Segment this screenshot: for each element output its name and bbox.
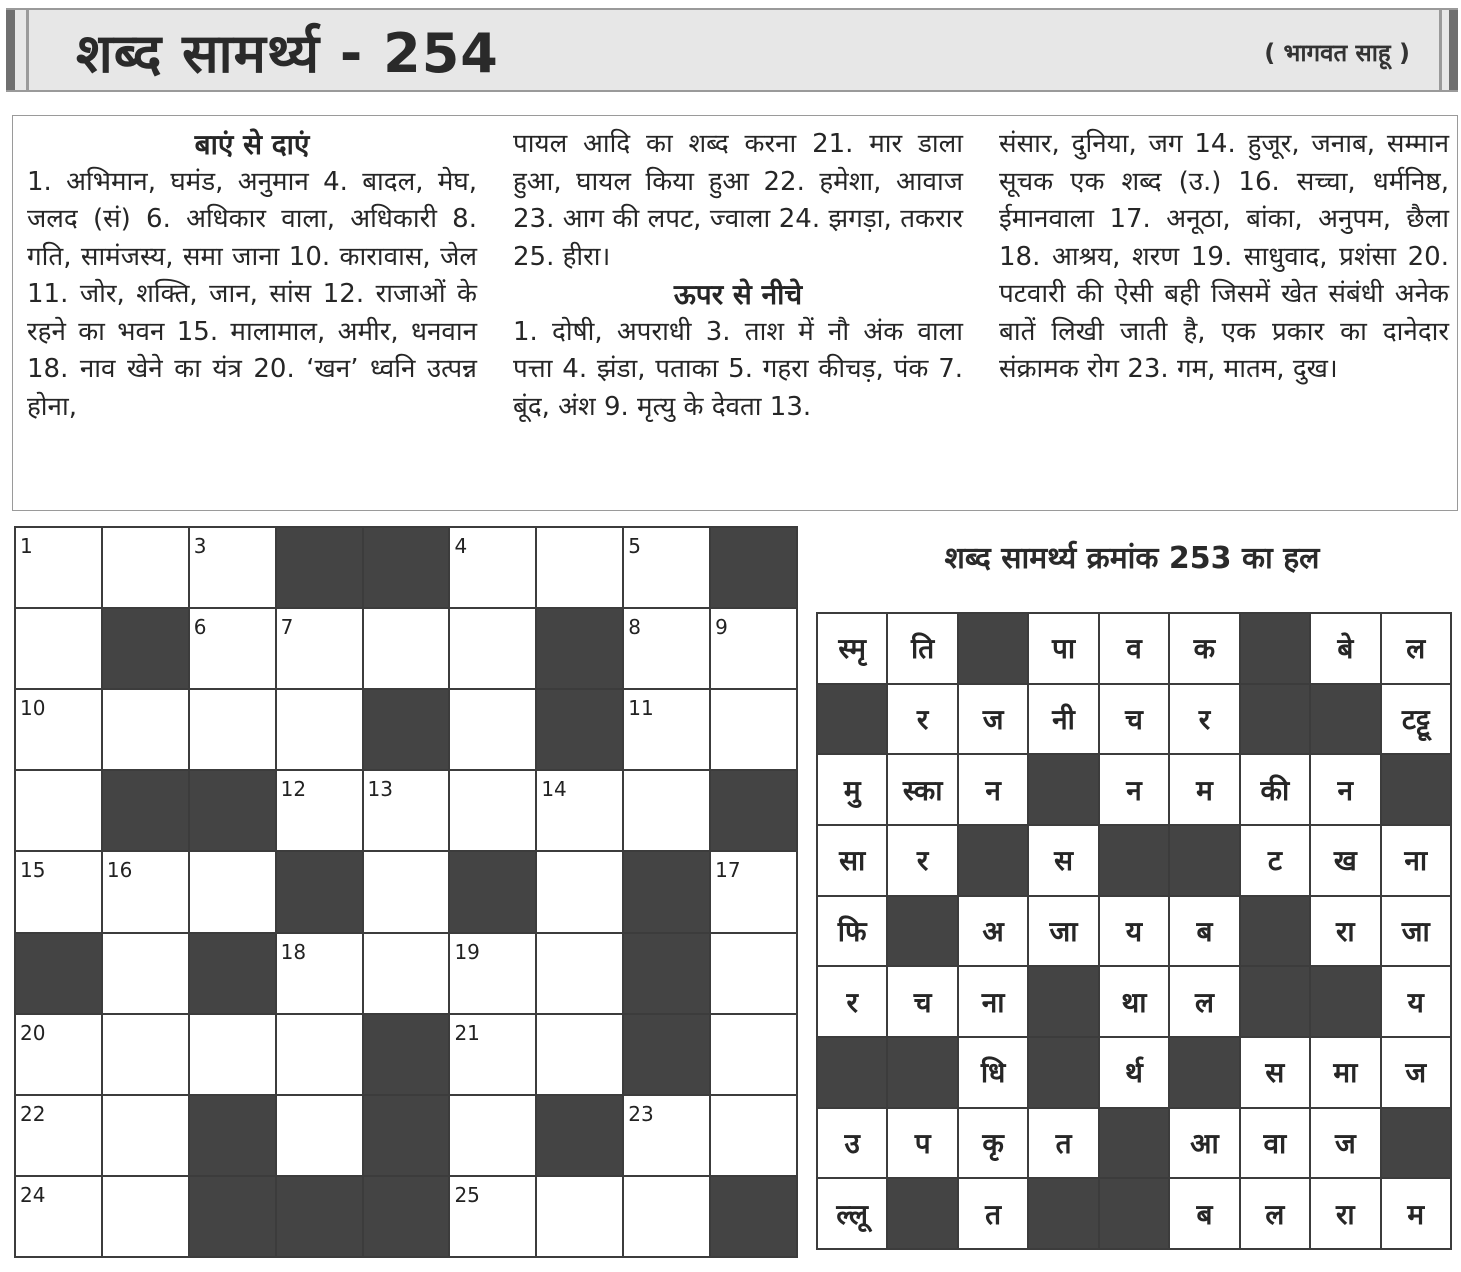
solution-cell: ब: [1168, 1177, 1240, 1250]
grid-cell[interactable]: [101, 1013, 190, 1096]
solution-cell: च: [1098, 683, 1170, 756]
clue-number: 19: [454, 939, 480, 964]
solution-cell: रा: [1309, 895, 1381, 968]
grid-cell-black: [362, 1094, 451, 1177]
across-clues-part-1: 1. अभिमान, घमंड, अनुमान 4. बादल, मेघ, जलद (सं) 6. अधिकार वाला, अधिकारी 8. गति, सामंजस्य, समा जाना 10. कारावास, जेल 11. जोर, शक्ति, जान, सांस 12. राजाओं के रहने का भवन 15. मालामाल, अमीर, धनवान 18. नाव खेने का यंत्र 20. ‘खन’ ध्वनि उत्पन्न होना,: [27, 166, 477, 422]
solution-cell: न: [1098, 753, 1170, 826]
clue-number: 15: [20, 858, 46, 883]
solution-cell: ज: [1309, 1107, 1381, 1180]
grid-cell[interactable]: [275, 688, 364, 771]
clues-column-1: [27, 126, 477, 426]
solution-cell: य: [1098, 895, 1170, 968]
down-clues-part-1: 1. दोषी, अपराधी 3. ताश में नौ अंक वाला पत्ता 4. झंडा, पताका 5. गहरा कीचड़, पंक 7. बूंद, अंश 9. मृत्यु के देवता 13.: [513, 316, 963, 422]
solution-cell: बे: [1309, 612, 1381, 685]
grid-cell-black: [275, 1175, 364, 1258]
grid-cell[interactable]: [622, 1175, 711, 1258]
grid-cell[interactable]: [188, 1013, 277, 1096]
grid-cell[interactable]: [14, 526, 103, 609]
solution-title: शब्द सामर्थ्य क्रमांक 253 का हल: [944, 541, 1320, 576]
grid-cell[interactable]: [622, 769, 711, 852]
solution-cell-black: [1380, 1107, 1452, 1180]
solution-cell-black: [1027, 1036, 1099, 1109]
solution-cell-black: [957, 824, 1029, 897]
grid-cell[interactable]: [14, 850, 103, 933]
grid-cell[interactable]: [188, 607, 277, 690]
clue-number: 8: [628, 615, 641, 640]
down-heading: ऊपर से नीचे: [673, 278, 803, 311]
clue-number: 12: [280, 777, 307, 802]
grid-cell[interactable]: [535, 1013, 624, 1096]
solution-cell-black: [1380, 753, 1452, 826]
solution-cell: म: [1168, 753, 1240, 826]
grid-cell-black: [709, 526, 798, 609]
solution-cell: ट: [1239, 824, 1311, 897]
solution-cell: र: [1168, 683, 1240, 756]
clue-number: 20: [20, 1020, 46, 1045]
clue-number: 6: [193, 615, 207, 640]
grid-cell[interactable]: [275, 607, 364, 690]
grid-cell[interactable]: [622, 526, 711, 609]
grid-cell[interactable]: [101, 850, 190, 933]
solution-cell: ज: [957, 683, 1029, 756]
solution-cell-black: [886, 1036, 958, 1109]
solution-cell: धि: [957, 1036, 1029, 1109]
solution-cell: र्थ: [1098, 1036, 1170, 1109]
solution-cell-black: [957, 612, 1029, 685]
solution-cell-black: [1239, 612, 1311, 685]
grid-cell[interactable]: [622, 688, 711, 771]
grid-cell-black: [709, 1175, 798, 1258]
solution-cell: ल: [1168, 965, 1240, 1038]
clue-number: 18: [280, 939, 307, 964]
clue-number: 17: [715, 858, 741, 883]
grid-cell[interactable]: [448, 1013, 537, 1096]
solution-cell: ल: [1380, 612, 1452, 685]
across-heading: बाएं से दाएं: [194, 128, 310, 161]
solution-cell: टट्टू: [1380, 683, 1452, 756]
grid-cell-black: [14, 932, 103, 1015]
solution-cell: न: [957, 753, 1029, 826]
clue-number: 21: [454, 1020, 480, 1045]
solution-cell: प: [886, 1107, 958, 1180]
clue-number: 5: [628, 534, 641, 558]
clue-number: 13: [367, 777, 393, 802]
solution-cell: र: [816, 965, 888, 1038]
solution-cell-black: [1239, 683, 1311, 756]
solution-cell: था: [1098, 965, 1170, 1038]
solution-cell: वा: [1239, 1107, 1311, 1180]
grid-cell-black: [188, 1175, 277, 1258]
solution-cell-black: [1309, 965, 1381, 1038]
solution-cell: आ: [1168, 1107, 1240, 1180]
solution-cell: कृ: [957, 1107, 1029, 1180]
header: [6, 8, 1458, 92]
solution-cell: ल्लू: [816, 1177, 888, 1250]
clue-number: 16: [106, 858, 133, 883]
grid-cell[interactable]: [535, 1175, 624, 1258]
solution-cell-black: [1168, 1036, 1240, 1109]
solution-cell-black: [1027, 753, 1099, 826]
solution-cell: त: [1027, 1107, 1099, 1180]
solution-cell: नी: [1027, 683, 1099, 756]
grid-cell[interactable]: [448, 932, 537, 1015]
grid-cell[interactable]: [448, 769, 537, 852]
solution-cell: च: [886, 965, 958, 1038]
grid-cell[interactable]: [709, 850, 798, 933]
grid-cell-black: [362, 526, 451, 609]
grid-cell-black: [362, 688, 451, 771]
grid-cell-black: [188, 769, 277, 852]
solution-cell: त: [957, 1177, 1029, 1250]
clue-number: 1: [20, 534, 33, 558]
grid-cell[interactable]: [535, 526, 624, 609]
grid-cell[interactable]: [709, 688, 798, 771]
clue-number: 10: [20, 696, 46, 721]
grid-cell[interactable]: [362, 850, 451, 933]
grid-cell[interactable]: [101, 1175, 190, 1258]
solution-cell-black: [816, 683, 888, 756]
grid-cell[interactable]: [14, 688, 103, 771]
solution-cell: म: [1380, 1177, 1452, 1250]
grid-cell[interactable]: [188, 526, 277, 609]
grid-cell[interactable]: [14, 1094, 103, 1177]
solution-cell: ल: [1239, 1177, 1311, 1250]
grid-cell[interactable]: [362, 607, 451, 690]
clue-number: 3: [193, 534, 207, 558]
grid-cell-black: [535, 688, 624, 771]
grid-cell-black: [622, 1013, 711, 1096]
grid-cell[interactable]: [709, 932, 798, 1015]
clues-box: [12, 115, 1458, 511]
grid-cell[interactable]: [275, 1013, 364, 1096]
solution-cell-black: [1239, 895, 1311, 968]
clue-number: 25: [454, 1182, 480, 1207]
grid-cell[interactable]: [275, 1094, 364, 1177]
solution-cell: फि: [816, 895, 888, 968]
solution-cell: स: [1239, 1036, 1311, 1109]
grid-cell-black: [188, 1094, 277, 1177]
down-clues-part-2: संसार, दुनिया, जग 14. हुजूर, जनाब, सम्मान सूचक एक शब्द (उ.) 16. सच्चा, धर्मनिष्ठ, ईमानवाला 17. अनूठा, बांका, अनुपम, छैला 18. आश्रय, शरण 19. साधुवाद, प्रशंसा 20. पटवारी की ऐसी बही जिसमें खेत संबंधी अनेक बातें लिखी जाती है, एक प्रकार का दानेदार संक्रामक रोग 23. गम, मातम, दुख।: [999, 129, 1449, 384]
solution-cell: ति: [886, 612, 958, 685]
solution-cell: स्मृ: [816, 612, 888, 685]
solution-cell: उ: [816, 1107, 888, 1180]
solution-cell: मु: [816, 753, 888, 826]
across-clues-part-2: पायल आदि का शब्द करना 21. मार डाला हुआ, घायल किया हुआ 22. हमेशा, आवाज 23. आग की लपट, ज्वाला 24. झगड़ा, तकरार 25. हीरा।: [513, 129, 963, 272]
grid-cell[interactable]: [101, 526, 190, 609]
grid-cell[interactable]: [622, 1094, 711, 1177]
clue-number: 7: [280, 615, 294, 640]
solution-cell: ब: [1168, 895, 1240, 968]
grid-cell[interactable]: [188, 850, 277, 933]
solution-cell-black: [1027, 965, 1099, 1038]
solution-grid: [816, 612, 1450, 1248]
clue-number: 9: [715, 615, 728, 640]
solution-cell: रा: [1309, 1177, 1381, 1250]
solution-cell: व: [1098, 612, 1170, 685]
solution-cell: र: [886, 683, 958, 756]
grid-cell-black: [622, 932, 711, 1015]
header-bar-left: [6, 10, 15, 90]
solution-cell: ना: [1380, 824, 1452, 897]
solution-cell: य: [1380, 965, 1452, 1038]
page-title: शब्द सामर्थ्य - 254: [76, 22, 499, 85]
solution-cell-black: [886, 1177, 958, 1250]
solution-cell-black: [1239, 965, 1311, 1038]
grid-cell[interactable]: [448, 688, 537, 771]
header-rule-left: [26, 10, 29, 90]
grid-cell[interactable]: [14, 1175, 103, 1258]
solution-cell-black: [1098, 1107, 1170, 1180]
grid-cell-black: [188, 932, 277, 1015]
header-rule-right: [1439, 10, 1442, 90]
grid-cell[interactable]: [622, 607, 711, 690]
author-credit: ( भागवत साहू ): [1264, 39, 1410, 67]
solution-cell: सा: [816, 824, 888, 897]
grid-cell[interactable]: [362, 932, 451, 1015]
solution-cell: स्का: [886, 753, 958, 826]
clue-number: 24: [20, 1182, 46, 1207]
solution-cell: स: [1027, 824, 1099, 897]
solution-cell-black: [1027, 1177, 1099, 1250]
grid-cell[interactable]: [14, 607, 103, 690]
grid-cell[interactable]: [535, 850, 624, 933]
clue-number: 4: [454, 534, 468, 558]
solution-cell: ख: [1309, 824, 1381, 897]
solution-cell-black: [1098, 1177, 1170, 1250]
grid-cell-black: [275, 526, 364, 609]
solution-cell: मा: [1309, 1036, 1381, 1109]
solution-cell: पा: [1027, 612, 1099, 685]
grid-cell[interactable]: [362, 769, 451, 852]
solution-cell-black: [886, 895, 958, 968]
solution-cell-black: [1168, 824, 1240, 897]
grid-cell[interactable]: [101, 1094, 190, 1177]
crossword-grid: [14, 526, 796, 1256]
grid-cell[interactable]: [101, 932, 190, 1015]
clue-number: 14: [541, 777, 567, 802]
grid-cell-black: [622, 850, 711, 933]
solution-cell-black: [1309, 683, 1381, 756]
grid-cell[interactable]: [709, 607, 798, 690]
solution-cell: ज: [1380, 1036, 1452, 1109]
grid-cell[interactable]: [188, 688, 277, 771]
clues-column-2: [513, 126, 963, 426]
solution-cell-black: [1098, 824, 1170, 897]
solution-cell: ना: [957, 965, 1029, 1038]
grid-cell[interactable]: [709, 1094, 798, 1177]
clues-column-3: [999, 126, 1449, 389]
solution-cell: क: [1168, 612, 1240, 685]
grid-cell[interactable]: [535, 769, 624, 852]
solution-cell: न: [1309, 753, 1381, 826]
grid-cell[interactable]: [448, 1094, 537, 1177]
grid-cell[interactable]: [275, 769, 364, 852]
solution-cell: र: [886, 824, 958, 897]
grid-cell-black: [275, 850, 364, 933]
grid-cell-black: [362, 1175, 451, 1258]
grid-cell-black: [448, 850, 537, 933]
solution-cell: की: [1239, 753, 1311, 826]
grid-cell-black: [535, 1094, 624, 1177]
grid-cell-black: [362, 1013, 451, 1096]
solution-cell: जा: [1380, 895, 1452, 968]
solution-cell: जा: [1027, 895, 1099, 968]
grid-cell-black: [709, 769, 798, 852]
clue-number: 23: [628, 1101, 654, 1126]
grid-cell[interactable]: [275, 932, 364, 1015]
grid-cell[interactable]: [709, 1013, 798, 1096]
grid-cell-black: [101, 769, 190, 852]
grid-cell[interactable]: [101, 688, 190, 771]
solution-cell-black: [816, 1036, 888, 1109]
solution-cell: अ: [957, 895, 1029, 968]
grid-cell[interactable]: [448, 607, 537, 690]
grid-cell[interactable]: [535, 932, 624, 1015]
grid-cell[interactable]: [14, 769, 103, 852]
grid-cell[interactable]: [14, 1013, 103, 1096]
header-bar-right: [1449, 10, 1458, 90]
clue-number: 11: [628, 696, 654, 721]
grid-cell[interactable]: [448, 1175, 537, 1258]
grid-cell-black: [535, 607, 624, 690]
grid-cell[interactable]: [448, 526, 537, 609]
clue-number: 22: [20, 1101, 46, 1126]
grid-cell-black: [101, 607, 190, 690]
